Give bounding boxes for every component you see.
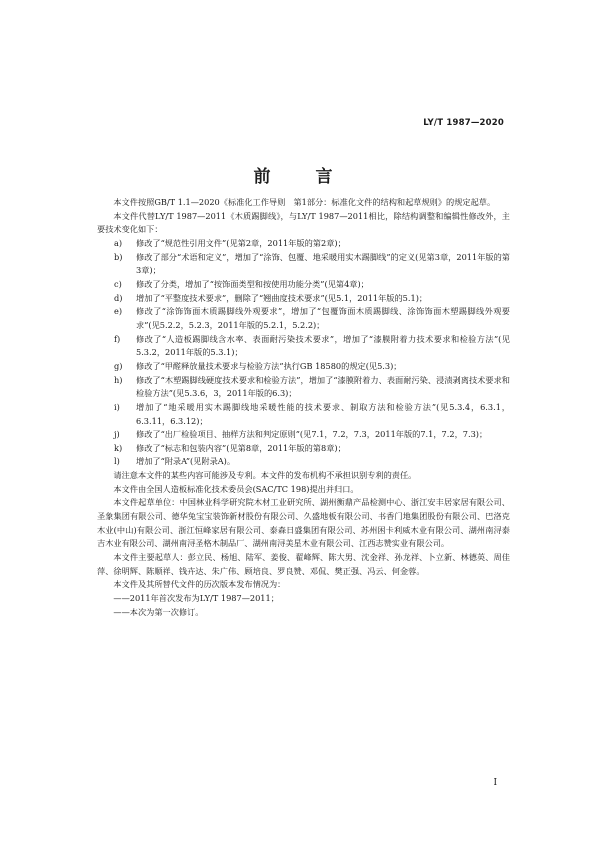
page-number: I bbox=[493, 778, 497, 788]
list-marker: d) bbox=[114, 292, 123, 303]
list-item bbox=[97, 428, 510, 442]
list-item-text: 修改了“出厂检验项目、抽样方法和判定原则”(见7.1，7.2，7.3，2011年版的7.1，7.2，7.3)； bbox=[136, 429, 488, 440]
list-marker: e) bbox=[114, 306, 123, 317]
list-item bbox=[97, 374, 510, 401]
patent-notice: 请注意本文件的某些内容可能涉及专利。本文件的发布机构不承担识别专利的责任。 bbox=[113, 470, 417, 481]
list-item bbox=[97, 251, 510, 278]
list-item bbox=[97, 237, 510, 251]
list-marker: j) bbox=[114, 429, 120, 440]
list-item-text: 修改了“标志和包装内容”(见第8章，2011年版的第8章)； bbox=[136, 442, 346, 453]
list-marker: b) bbox=[114, 251, 123, 262]
standard-code: LY/T 1987—2020 bbox=[423, 118, 504, 128]
history-intro: 本文件及其所替代文件的历次版本发布情况为： bbox=[113, 579, 286, 590]
list-marker: g) bbox=[114, 360, 123, 371]
list-item-text: 增加了“平整度技术要求”，删除了“翘曲度技术要求”(见5.1，2011年版的5.1)； bbox=[136, 292, 428, 303]
list-marker: l) bbox=[114, 456, 120, 467]
foreword-body bbox=[97, 196, 510, 619]
list-item bbox=[97, 360, 510, 374]
list-marker: f) bbox=[114, 333, 121, 344]
list-item-text: 增加了“附录A”(见附录A)。 bbox=[136, 456, 236, 467]
list-item-text: 修改了“规范性引用文件”(见第2章，2011年版的第2章)； bbox=[136, 237, 346, 248]
page-title: 前 言 bbox=[253, 167, 347, 187]
list-item-text: 增加了“地采暖用实木踢脚线地采暖性能的技术要求、制取方法和检验方法”(见5.3.4，6.3.1，6.3.11，6.3.12)； bbox=[136, 401, 510, 426]
list-item-text: 修改了“甲醛释放量技术要求与检验方法”执行GB 18580的规定(见5.3)； bbox=[136, 360, 402, 371]
list-item bbox=[97, 455, 510, 469]
list-item bbox=[97, 333, 510, 360]
intro-paragraph-2: 本文件代替LY/T 1987—2011《木质踢脚线》，与LY/T 1987—2011相比，除结构调整和编辑性修改外，主要技术变化如下： bbox=[97, 210, 510, 235]
proposer-paragraph: 本文件由全国人造板标准化技术委员会(SAC/TC 198)提出并归口。 bbox=[113, 483, 359, 494]
history-item: ——2011年首次发布为LY/T 1987—2011； bbox=[113, 593, 279, 604]
list-marker: a) bbox=[114, 237, 123, 248]
drafting-units: 本文件起草单位：中国林业科学研究院木材工业研究所、湖州衡鼎产品检测中心、浙江安丰居家居有限公司、圣象集团有限公司、德华兔宝宝装饰新材股份有限公司、久盛地板有限公司、书香门地集团股份有限公司、巴洛克木业(中山)有限公司、浙江恒峰家居有限公司、泰森日盛集团有限公司、苏州困卡利威木业有限公司、湖州南浔泰吉木业有限公司、湖州南浔圣格木制品厂、湖州南浔美星木业有限公司、江西志赞实业有限公司。 bbox=[97, 497, 510, 549]
list-item bbox=[97, 278, 510, 292]
list-item-text: 修改了“人造板踢脚线含水率、表面耐污染技术要求”，增加了“漆膜附着力技术要求和检验方法”(见5.3.2，2011年版的5.3.1)； bbox=[136, 333, 510, 358]
history-item: ——本次为第一次修订。 bbox=[113, 606, 204, 617]
list-marker: k) bbox=[114, 442, 123, 453]
list-item bbox=[97, 401, 510, 428]
list-item bbox=[97, 305, 510, 332]
drafters: 本文件主要起草人：彭立民、杨旭、陆军、姜俊、翟峰辉、陈大男、沈金祥、孙龙祥、卜立新、林德英、周佳萍、徐明辉、陈顺祥、钱卉达、朱广伟、顾培良、罗良赞、邓侃、樊正强、冯云、何金蓉。 bbox=[97, 552, 510, 576]
list-item bbox=[97, 442, 510, 456]
list-item-text: 修改了“木塑踢脚线硬度技术要求和检验方法”，增加了“漆膜附着力、表面耐污染、浸渍剥离技术要求和检验方法”(见5.3.6，3，2011年版的6.3)； bbox=[136, 374, 510, 399]
changes-list bbox=[97, 237, 510, 469]
list-item-text: 修改了“涂饰饰面木质踢脚线外观要求”，增加了“包覆饰面木质踢脚线、涂饰饰面木塑踢脚线外观要求”(见5.2.2，5.2.3，2011年版的5.2.1，5.2.2)； bbox=[136, 306, 510, 330]
list-marker: c) bbox=[114, 278, 122, 289]
list-marker: i) bbox=[114, 401, 120, 412]
list-item-text: 修改了部分“术语和定义”，增加了“涂饰、包覆、地采暖用实木踢脚线”的定义(见第3章，2011年版的第3章)； bbox=[136, 251, 510, 276]
list-item-text: 修改了分类，增加了“按饰面类型和按使用功能分类”(见第4章)； bbox=[136, 278, 369, 289]
list-item bbox=[97, 292, 510, 306]
list-marker: h) bbox=[114, 374, 123, 385]
intro-paragraph-1: 本文件按照GB/T 1.1—2020《标准化工作导则 第1部分：标准化文件的结构和起草规则》的规定起草。 bbox=[113, 197, 496, 207]
